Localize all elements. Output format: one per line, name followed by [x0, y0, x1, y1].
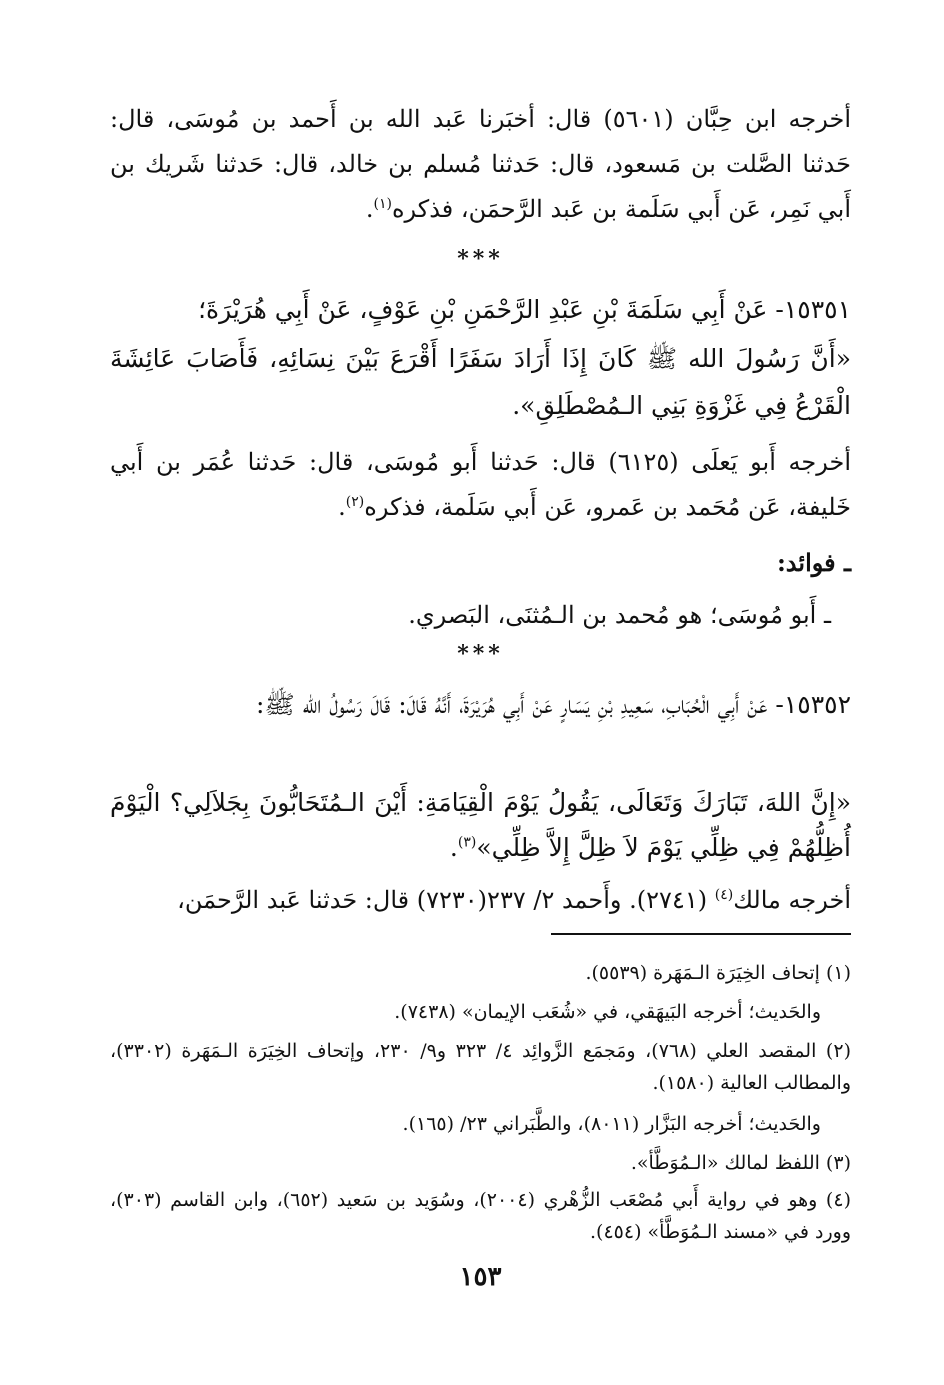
footnote-ref-3: (٣): [457, 834, 477, 851]
hadith-15352-text: «إِنَّ اللهَ، تَبَارَكَ وَتَعَالَى، يَقُولُ يَوْمَ الْقِيَامَةِ: أَيْنَ الـمُتَحَابُّونَ بِجَلاَلِي؟ الْيَوْمَ أُظِلُّهُمْ فِي ظِلِّي يَوْمَ لاَ ظِلَّ إِلاَّ ظِلِّي»$^{(٣)}$.: [110, 788, 851, 862]
section-separator-2: ***: [457, 641, 504, 667]
footnote-2: (٢) المقصد العلي (٧٦٨)، ومَجمَع الزَّوائِد ٤/ ٣٢٣ و٩/ ٢٣٠، وإتحاف الخِيَرَة الـمَهَرة (٣٣٠٢)، والمطالب العالية (١٥٨٠).: [110, 1040, 851, 1094]
fawaid-note: ـ أَبو مُوسَى؛ هو مُحمد بن الـمُثنَى، البَصري.: [408, 601, 831, 629]
book-page: [110, 0, 851, 1385]
footnote-3: (٣) اللفظ لمالك «الـمُوَطَّأ».: [630, 1152, 851, 1174]
hadith-15351-heading: ١٥٣٥١- عَنْ أَبِي سَلَمَةَ بْنِ عَبْدِ الرَّحْمَنِ بْنِ عَوْفٍ، عَنْ أَبِي هُرَيْرَةَ؛: [198, 295, 851, 324]
hadith-15351-text: «أَنَّ رَسُولَ الله ﷺ كَانَ إِذَا أَرَادَ سَفَرًا أَقْرَعَ بَيْنَ نِسَائِهِ، فَأَصَابَ عَائِشَةَ الْقَرْعُ فِي غَزْوَةِ بَنِي الـمُصْطَلِقِ».: [110, 344, 851, 420]
takhrij-paragraph-2: أخرجه أَبو يَعلَى (٦١٢٥) قال: حَدثنا أَبو مُوسَى، قال: حَدثنا عُمَر بن أَبي خَليفة، عَن مُحَمد بن عَمرو، عَن أَبي سَلَمة، فذكره$^{(٢)}$.: [110, 448, 851, 521]
takhrij-paragraph-3: أخرجه مالك$^{(٤)}$ (٢٧٤١). وأَحمد ٢/ ٢٣٧(٧٢٣٠) قال: حَدثنا عَبد الرَّحمَن،: [177, 886, 851, 914]
footnote-1-continuation: والحَديث؛ أخرجه البَيهَقي، في «شُعَب الإيمان» (٧٤٣٨).: [394, 1001, 821, 1023]
takhrij-paragraph-1: أخرجه ابن حِبَّان (٥٦٠١) قال: أخبَرنا عَبد الله بن أَحمد بن مُوسَى، قال: حَدثنا الصَّلت بن مَسعود، قال: حَدثنا مُسلم بن خالد، قال: حَدثنا شَريك بن أَبي نَمِر، عَن أَبي سَلَمة بن عَبد الرَّحمَن، فذكره$^{(١)}$.: [110, 105, 851, 223]
footnote-ref-1: (١): [373, 196, 392, 212]
footnote-separator: [551, 933, 851, 935]
footnote-1: (١) إتحاف الخِيَرَة الـمَهَرة (٥٥٣٩).: [585, 962, 851, 984]
footnote-4: (٤) وهو في رواية أَبي مُصْعَب الزُّهْري (٢٠٠٤)، وسُوَيد بن سَعيد (٦٥٢)، وابن القاسم (٣٠٣)، وورد في «مسند الـمُوَطَّأ» (٤٥٤).: [110, 1189, 851, 1243]
footnote-ref-4: (٤): [714, 887, 734, 903]
footnote-ref-2: (٢): [345, 494, 365, 510]
page-number: ١٥٣: [459, 1262, 502, 1292]
hadith-15352-heading: ١٥٣٥٢- عَنْ أَبِي الْحُبَابِ، سَعِيدِ بْنِ يَسَارٍ عَنْ أَبِي هُرَيْرَةَ، أَنَّهُ قَالَ: قَالَ رَسُولُ الله ﷺ:: [256, 690, 851, 719]
fawaid-heading: ـ فوائد:: [776, 548, 851, 577]
section-separator: ***: [457, 246, 504, 272]
footnote-2-continuation: والحَديث؛ أخرجه البَزَّار (٨٠١١)، والطَّبَراني ٢٣/ (١٦٥).: [402, 1113, 821, 1135]
